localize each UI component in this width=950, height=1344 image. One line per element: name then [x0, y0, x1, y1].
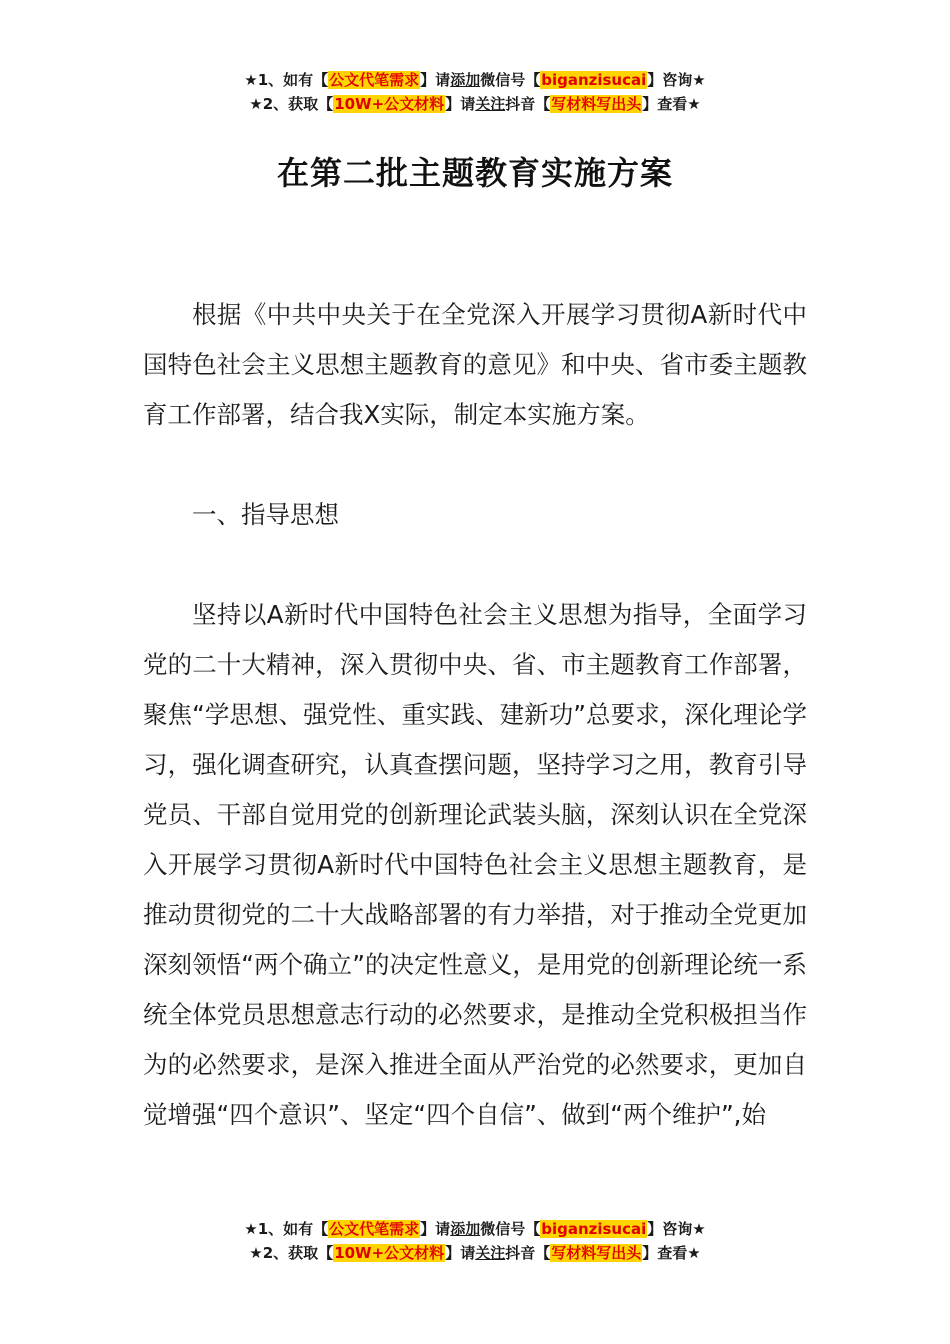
promo-highlight: 公文代笔需求	[329, 71, 420, 89]
paragraph-gap	[143, 440, 807, 490]
promo-text: 】请	[445, 95, 476, 113]
promo-emphasis: 添加	[450, 71, 481, 89]
promo-wechat-id: biganzisucai	[541, 71, 647, 89]
section-body-paragraph: 坚持以A新时代中国特色社会主义思想为指导，全面学习党的二十大精神，深入贯彻中央、省、市主题教育工作部署，聚焦“学思想、强党性、重实践、建新功”总要求，深化理论学习，强化调查研究，认真查摆问题，坚持学习之用，教育引导党员、干部自觉用党的创新理论武装头脑，深刻认识在全党深入开展学习贯彻A新时代中国特色社会主义思想主题教育，是推动贯彻党的二十大战略部署的有力举措，对于推动全党更加深刻领悟“两个确立”的决定性意义，是用党的创新理论统一系统全体党员思想意志行动的必然要求，是推动全党积极担当作为的必然要求，是深入推进全面从严治党的必然要求，更加自觉增强“四个意识”、坚定“四个自信”、做到“两个维护”,始	[143, 600, 807, 1129]
promo-douyin-id: 写材料写出头	[551, 95, 642, 113]
promo-text: ★2、获取【	[249, 95, 334, 113]
document-body	[143, 290, 807, 1140]
promo-line-1	[0, 68, 950, 92]
promo-highlight: 10W+公文材料	[334, 1244, 445, 1262]
promo-text: ★1、如有【	[244, 1220, 329, 1238]
promo-text: 】请	[420, 1220, 451, 1238]
promo-text: 】咨询★	[647, 71, 706, 89]
document-title: 在第二批主题教育实施方案	[276, 154, 673, 192]
paragraph-gap	[143, 540, 807, 590]
promo-text: 】请	[445, 1244, 476, 1262]
promo-text: 】咨询★	[647, 1220, 706, 1238]
promo-text: ★2、获取【	[249, 1244, 334, 1262]
promo-line-2	[0, 92, 950, 116]
promo-emphasis: 关注	[475, 95, 506, 113]
promo-text: ★1、如有【	[244, 71, 329, 89]
promo-emphasis: 添加	[450, 1220, 481, 1238]
promo-line-2	[0, 1241, 950, 1265]
promo-text: 微信号【	[480, 71, 541, 89]
promo-emphasis: 关注	[475, 1244, 506, 1262]
promo-highlight: 10W+公文材料	[334, 95, 445, 113]
section-heading: 一、指导思想	[192, 500, 339, 529]
promo-text: 抖音【	[505, 95, 551, 113]
promo-banner-bottom	[0, 1217, 950, 1265]
promo-text: 】请	[420, 71, 451, 89]
promo-highlight: 公文代笔需求	[329, 1220, 420, 1238]
promo-text: 微信号【	[480, 1220, 541, 1238]
promo-douyin-id: 写材料写出头	[551, 1244, 642, 1262]
promo-text: 】查看★	[642, 1244, 701, 1262]
promo-wechat-id: biganzisucai	[541, 1220, 647, 1238]
intro-paragraph: 根据《中共中央关于在全党深入开展学习贯彻A新时代中国特色社会主义思想主题教育的意见》和中央、省市委主题教育工作部署，结合我X实际，制定本实施方案。	[143, 300, 807, 429]
promo-line-1	[0, 1217, 950, 1241]
promo-text: 抖音【	[505, 1244, 551, 1262]
promo-banner-top	[0, 68, 950, 116]
promo-text: 】查看★	[642, 95, 701, 113]
